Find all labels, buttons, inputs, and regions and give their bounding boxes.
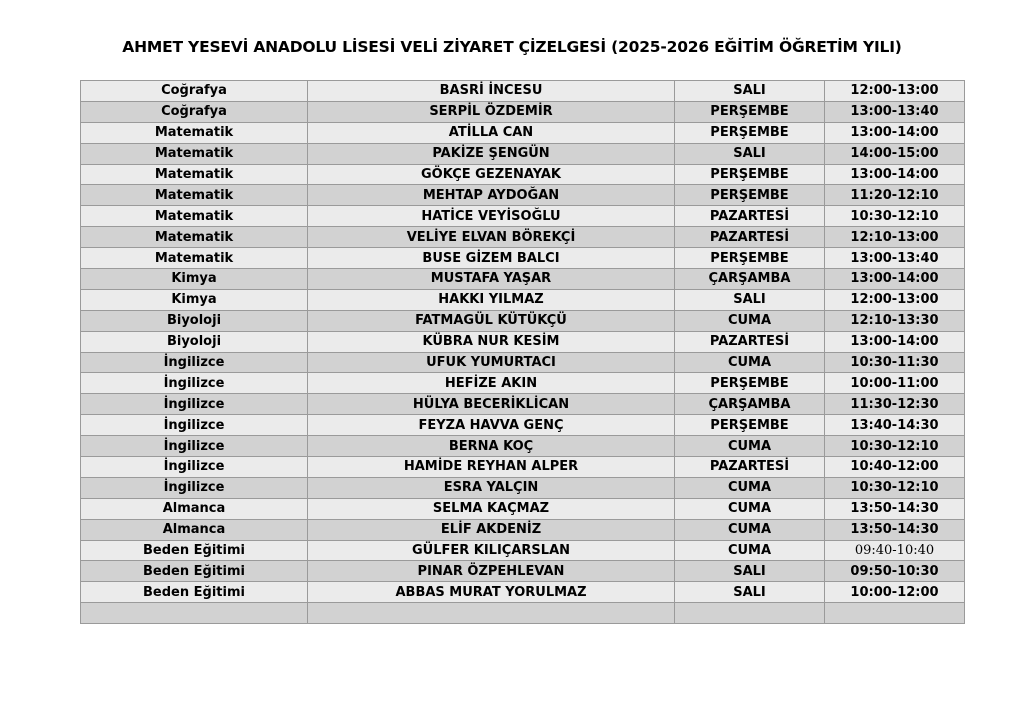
teacher-cell: SERPİL ÖZDEMİR [308,101,675,122]
time-cell: 10:40-12:00 [825,457,965,478]
day-cell: PAZARTESİ [675,457,825,478]
day-cell: SALI [675,289,825,310]
day-cell: SALI [675,81,825,102]
day-cell: CUMA [675,477,825,498]
day-cell: PERŞEMBE [675,164,825,185]
time-cell: 11:30-12:30 [825,394,965,415]
table-row [81,603,965,624]
time-cell: 13:40-14:30 [825,415,965,436]
time-cell: 13:00-14:00 [825,269,965,290]
table-row [81,373,965,394]
time-cell: 10:00-11:00 [825,373,965,394]
day-cell: CUMA [675,436,825,457]
time-cell [825,603,965,624]
time-cell: 12:00-13:00 [825,81,965,102]
teacher-cell: PINAR ÖZPEHLEVAN [308,561,675,582]
day-cell: CUMA [675,519,825,540]
teacher-cell: HATİCE VEYİSOĞLU [308,206,675,227]
time-cell: 10:30-12:10 [825,477,965,498]
subject-cell: İngilizce [81,373,308,394]
table-row [81,477,965,498]
subject-cell: Coğrafya [81,101,308,122]
teacher-cell: FEYZA HAVVA GENÇ [308,415,675,436]
time-cell: 12:00-13:00 [825,289,965,310]
day-cell: CUMA [675,310,825,331]
teacher-cell [308,603,675,624]
time-cell: 10:30-12:10 [825,206,965,227]
subject-cell: Matematik [81,206,308,227]
subject-cell: Beden Eğitimi [81,582,308,603]
table-row [81,331,965,352]
day-cell [675,603,825,624]
time-cell: 13:00-13:40 [825,248,965,269]
teacher-cell: FATMAGÜL KÜTÜKÇÜ [308,310,675,331]
day-cell: PAZARTESİ [675,227,825,248]
day-cell: SALI [675,582,825,603]
subject-cell: Beden Eğitimi [81,540,308,561]
teacher-cell: HÜLYA BECERİKLİCAN [308,394,675,415]
day-cell: PERŞEMBE [675,415,825,436]
time-cell: 11:20-12:10 [825,185,965,206]
teacher-cell: PAKİZE ŞENGÜN [308,143,675,164]
table-row [81,101,965,122]
subject-cell: Kimya [81,269,308,290]
subject-cell: Matematik [81,248,308,269]
subject-cell: Matematik [81,227,308,248]
day-cell: PERŞEMBE [675,373,825,394]
subject-cell: İngilizce [81,436,308,457]
teacher-cell: SELMA KAÇMAZ [308,498,675,519]
subject-cell: Almanca [81,498,308,519]
time-cell: 13:00-14:00 [825,331,965,352]
table-row [81,415,965,436]
table-row [81,143,965,164]
teacher-cell: HAMİDE REYHAN ALPER [308,457,675,478]
subject-cell: Matematik [81,143,308,164]
teacher-cell: GÖKÇE GEZENAYAK [308,164,675,185]
teacher-cell: UFUK YUMURTACI [308,352,675,373]
day-cell: PAZARTESİ [675,206,825,227]
subject-cell: İngilizce [81,352,308,373]
subject-cell: İngilizce [81,477,308,498]
page-title: AHMET YESEVİ ANADOLU LİSESİ VELİ ZİYARET ÇİZELGESİ (2025-2026 EĞİTİM ÖĞRETİM YILI) [122,38,902,56]
schedule-table-body [81,81,965,624]
teacher-cell: ABBAS MURAT YORULMAZ [308,582,675,603]
subject-cell: Matematik [81,164,308,185]
teacher-cell: KÜBRA NUR KESİM [308,331,675,352]
time-cell: 09:50-10:30 [825,561,965,582]
table-row [81,498,965,519]
teacher-cell: MUSTAFA YAŞAR [308,269,675,290]
teacher-cell: GÜLFER KILIÇARSLAN [308,540,675,561]
subject-cell: Matematik [81,122,308,143]
day-cell: PERŞEMBE [675,248,825,269]
teacher-cell: MEHTAP AYDOĞAN [308,185,675,206]
table-row [81,81,965,102]
time-cell: 10:00-12:00 [825,582,965,603]
table-row [81,394,965,415]
teacher-cell: VELİYE ELVAN BÖREKÇİ [308,227,675,248]
subject-cell: Beden Eğitimi [81,561,308,582]
time-cell: 14:00-15:00 [825,143,965,164]
table-row [81,457,965,478]
table-row [81,122,965,143]
day-cell: CUMA [675,352,825,373]
subject-cell: Biyoloji [81,310,308,331]
table-row [81,185,965,206]
table-row [81,248,965,269]
subject-cell: İngilizce [81,415,308,436]
day-cell: PAZARTESİ [675,331,825,352]
table-row [81,540,965,561]
day-cell: CUMA [675,540,825,561]
time-cell: 12:10-13:30 [825,310,965,331]
table-row [81,269,965,290]
day-cell: SALI [675,561,825,582]
day-cell: CUMA [675,498,825,519]
table-row [81,352,965,373]
teacher-cell: HAKKI YILMAZ [308,289,675,310]
day-cell: PERŞEMBE [675,101,825,122]
subject-cell: İngilizce [81,457,308,478]
day-cell: PERŞEMBE [675,122,825,143]
subject-cell [81,603,308,624]
time-cell: 13:50-14:30 [825,498,965,519]
subject-cell: İngilizce [81,394,308,415]
teacher-cell: BERNA KOÇ [308,436,675,457]
time-cell: 10:30-11:30 [825,352,965,373]
time-cell: 13:00-13:40 [825,101,965,122]
day-cell: PERŞEMBE [675,185,825,206]
time-cell: 12:10-13:00 [825,227,965,248]
subject-cell: Almanca [81,519,308,540]
day-cell: SALI [675,143,825,164]
day-cell: ÇARŞAMBA [675,394,825,415]
teacher-cell: HEFİZE AKIN [308,373,675,394]
day-cell: ÇARŞAMBA [675,269,825,290]
schedule-table [80,80,965,624]
table-row [81,227,965,248]
time-cell: 10:30-12:10 [825,436,965,457]
teacher-cell: BUSE GİZEM BALCI [308,248,675,269]
time-cell: 09:40-10:40 [825,540,965,561]
teacher-cell: ESRA YALÇIN [308,477,675,498]
teacher-cell: BASRİ İNCESU [308,81,675,102]
teacher-cell: ATİLLA CAN [308,122,675,143]
time-cell: 13:00-14:00 [825,122,965,143]
table-row [81,519,965,540]
table-row [81,310,965,331]
subject-cell: Biyoloji [81,331,308,352]
time-cell: 13:50-14:30 [825,519,965,540]
subject-cell: Coğrafya [81,81,308,102]
table-row [81,206,965,227]
time-cell: 13:00-14:00 [825,164,965,185]
teacher-cell: ELİF AKDENİZ [308,519,675,540]
table-row [81,289,965,310]
table-row [81,582,965,603]
table-row [81,561,965,582]
subject-cell: Kimya [81,289,308,310]
subject-cell: Matematik [81,185,308,206]
table-row [81,164,965,185]
table-row [81,436,965,457]
